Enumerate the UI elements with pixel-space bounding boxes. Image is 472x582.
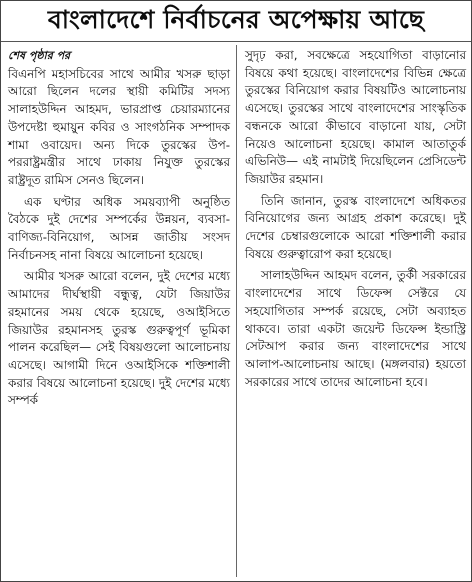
continued-from-label: শেষ পৃষ্ঠার পর: [8, 49, 71, 62]
left-column: [8, 47, 230, 410]
paragraph: সালাহউদ্দিন আহমদ বলেন, তুর্কী সরকারের বাংলাদেশের সাথে ডিফেন্স সেক্টরে যে সহযোগিতার সম্পর্ক রয়েছে, সেটা অব্যাহত থাকবে। তারা একটা জয়েন্ট ডিফেন্স ইন্ডাস্ট্রি সেটআপ করার জন্য বাংলাদেশের সাথে আলাপ-আলোচনায় আছে। (মঙ্গলবার) হয়তো সরকারের সাথে তাদের আলোচনা হবে।: [245, 268, 466, 389]
column-divider: [236, 45, 237, 577]
paragraph: এক ঘণ্টার অধিক সময়ব্যাপী অনুষ্ঠিত বৈঠকে দুই দেশের সম্পর্কের উন্নয়ন, ব্যবসা-বাণিজ্য-বিনিয়োগ, আসন্ন জাতীয় সংসদ নির্বাচনসহ নানা বিষয়ে আলোচনা হয়েছে।: [8, 194, 230, 262]
paragraph: বিএনপি মহাসচিবের সাথে আমীর খসরু ছাড়া আরো ছিলেন দলের স্থায়ী কমিটির সদস্য সালাহউদ্দিন আহমদ, ভারপ্রাপ্ত চেয়ারম্যানের উপদেষ্টা হুমায়ুন কবির ও সাংগঠনিক সম্পাদক শামা ওবায়েদ। অন্য দিকে তুরস্কের উপ-পররাষ্ট্রমন্ত্রীর সাথে ঢাকায় নিযুক্ত তুরস্কের রাষ্ট্রদূত রামিস সেনও ছিলেন।: [8, 66, 230, 187]
paragraph: তিনি জানান, তুরস্ক বাংলাদেশে অধিকতর বিনিয়োগের জন্য আগ্রহ প্রকাশ করেছে। দুই দেশের চেম্বারগুলোকে আরো শক্তিশালী করার বিষয়ে গুরুত্বারোপ করা হয়েছে।: [245, 193, 466, 261]
right-column: [245, 47, 466, 391]
paragraph: সুদৃঢ় করা, সবক্ষেত্রে সহযোগিতা বাড়ানোর বিষয়ে কথা হয়েছে। বাংলাদেশের বিভিন্ন ক্ষেত্রে তুরস্কের বিনিয়োগ করার বিষয়টিও আলোচনায় এসেছে। তুরস্কের সাথে বাংলাদেশের সাংস্কৃতিক বন্ধনকে আরো কীভাবে বাড়ানো যায়, সেটা নিয়েও আলোচনা হয়েছে। কামাল আতাতুর্ক এভিনিউ— এই নামটাই দিয়েছিলেন প্রেসিডেন্ট জিয়াউর রহমান।: [245, 48, 466, 186]
paragraph: আমীর খসরু আরো বলেন, দুই দেশের মধ্যে আমাদের দীর্ঘস্থায়ী বন্ধুত্ব, যেটা জিয়াউর রহমানের সময় থেকে হয়েছে, ওআইসিতে জিয়াউর রহমানসহ তুরস্ক গুরুত্বপূর্ণ ভূমিকা পালন করেছিল— সেই বিষয়গুলো আলোচনায় এসেছে। আগামী দিনে ওআইসিকে শক্তিশালী করার বিষয়ে আলোচনা হয়েছে। দুই দেশের মধ্যে সম্পর্ক: [8, 269, 230, 408]
headline: বাংলাদেশে নির্বাচনের অপেক্ষায় আছে: [1, 1, 471, 42]
